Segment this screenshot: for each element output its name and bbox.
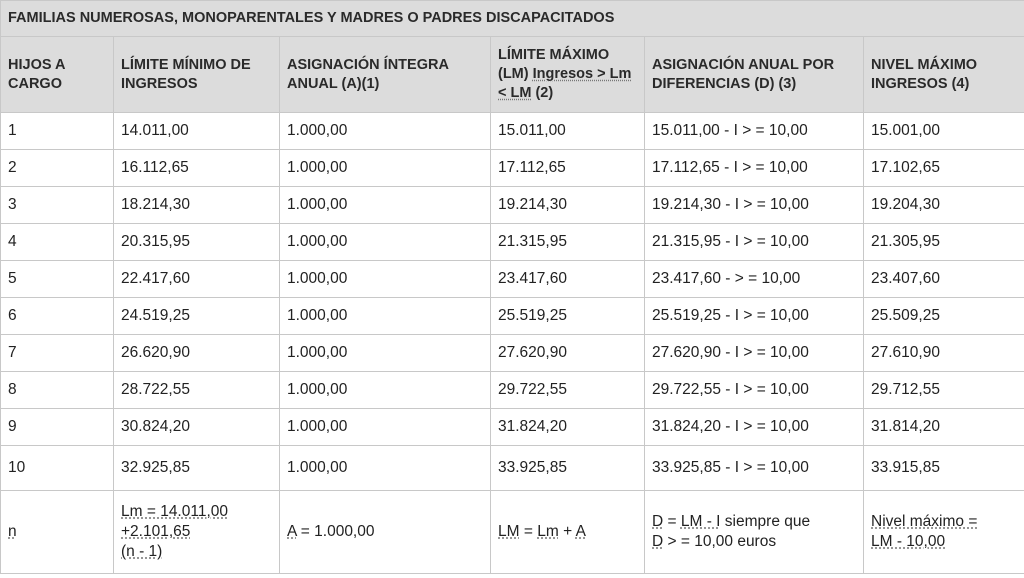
cell-asignacion: 1.000,00: [280, 372, 491, 409]
cell-limite-maximo: 23.417,60: [491, 261, 645, 298]
header-limite-maximo-prefix: LÍMITE MÁXIMO (LM): [498, 47, 610, 82]
table-row: [1, 298, 1024, 335]
cell-hijos: 9: [1, 409, 114, 446]
cell-hijos: 10: [1, 446, 114, 491]
cell-limite-minimo: 30.824,20: [114, 409, 280, 446]
cell-diferencias: 15.011,00 - I > = 10,00: [645, 113, 864, 150]
cell-asignacion: 1.000,00: [280, 187, 491, 224]
cell-nivel-maximo-formula: [864, 491, 1024, 574]
cell-limite-minimo: 22.417,60: [114, 261, 280, 298]
cell-asignacion: 1.000,00: [280, 261, 491, 298]
cell-hijos: 3: [1, 187, 114, 224]
cell-hijos: 7: [1, 335, 114, 372]
cell-limite-minimo: 16.112,65: [114, 150, 280, 187]
cell-diferencias: 29.722,55 - I > = 10,00: [645, 372, 864, 409]
cell-nivel-maximo: 31.814,20: [864, 409, 1024, 446]
cell-diferencias: 33.925,85 - I > = 10,00: [645, 446, 864, 491]
cell-nivel-maximo: 25.509,25: [864, 298, 1024, 335]
formula-d-eq: =: [663, 513, 681, 530]
cell-asignacion: 1.000,00: [280, 298, 491, 335]
formula-lm-line1[interactable]: Lm = 14.011,00: [121, 503, 229, 520]
table-row: [1, 372, 1024, 409]
cell-hijos-n: [1, 491, 114, 574]
header-asignacion-integra: ASIGNACIÓN ÍNTEGRA ANUAL (A)(1): [280, 37, 491, 113]
table-title-row: [1, 1, 1024, 37]
table-title: FAMILIAS NUMEROSAS, MONOPARENTALES Y MADRES O PADRES DISCAPACITADOS: [1, 1, 1024, 37]
cell-diferencias: 23.417,60 - > = 10,00: [645, 261, 864, 298]
cell-limite-maximo: 17.112,65: [491, 150, 645, 187]
cell-limite-minimo: 28.722,55: [114, 372, 280, 409]
cell-diferencias: 17.112,65 - I > = 10,00: [645, 150, 864, 187]
formula-d-condition: > = 10,00 euros: [663, 533, 777, 550]
cell-nivel-maximo: 17.102,65: [864, 150, 1024, 187]
header-hijos-a-cargo: HIJOS A CARGO: [1, 37, 114, 113]
header-limite-maximo: [491, 37, 645, 113]
header-asignacion-diferencias: ASIGNACIÓN ANUAL POR DIFERENCIAS (D) (3): [645, 37, 864, 113]
table-row: [1, 113, 1024, 150]
term-lm-min[interactable]: Lm: [537, 523, 559, 540]
formula-eq: =: [519, 523, 538, 540]
cell-limite-maximo: 25.519,25: [491, 298, 645, 335]
cell-limite-maximo: 21.315,95: [491, 224, 645, 261]
table-row: [1, 409, 1024, 446]
cell-limite-maximo-formula: [491, 491, 645, 574]
cell-asignacion: 1.000,00: [280, 409, 491, 446]
cell-diferencias: 31.824,20 - I > = 10,00: [645, 409, 864, 446]
cell-asignacion: 1.000,00: [280, 113, 491, 150]
cell-diferencias-formula: [645, 491, 864, 574]
cell-diferencias: 25.519,25 - I > = 10,00: [645, 298, 864, 335]
header-limite-maximo-link[interactable]: Ingresos > Lm < LM: [498, 66, 632, 101]
cell-limite-minimo: 32.925,85: [114, 446, 280, 491]
term-lm[interactable]: LM: [498, 523, 520, 540]
formula-lm-line3[interactable]: (n - 1): [121, 543, 163, 560]
cell-nivel-maximo: 15.001,00: [864, 113, 1024, 150]
table-row: [1, 335, 1024, 372]
table-row: [1, 150, 1024, 187]
cell-nivel-maximo: 27.610,90: [864, 335, 1024, 372]
term-a[interactable]: A: [287, 523, 297, 540]
cell-diferencias: 19.214,30 - I > = 10,00: [645, 187, 864, 224]
cell-asignacion: 1.000,00: [280, 446, 491, 491]
term-n[interactable]: n: [8, 523, 17, 540]
cell-limite-minimo: 26.620,90: [114, 335, 280, 372]
cell-nivel-maximo: 21.305,95: [864, 224, 1024, 261]
cell-limite-minimo: 14.011,00: [114, 113, 280, 150]
cell-hijos: 4: [1, 224, 114, 261]
cell-limite-minimo: 20.315,95: [114, 224, 280, 261]
cell-limite-maximo: 33.925,85: [491, 446, 645, 491]
table-body: [1, 113, 1024, 574]
cell-limite-minimo: 18.214,30: [114, 187, 280, 224]
cell-limite-maximo: 29.722,55: [491, 372, 645, 409]
cell-limite-maximo: 27.620,90: [491, 335, 645, 372]
formula-nivel-line2[interactable]: LM - 10,00: [871, 533, 946, 550]
formula-nivel-line1[interactable]: Nivel máximo =: [871, 513, 978, 530]
cell-limite-minimo-formula: [114, 491, 280, 574]
header-limite-maximo-suffix: (2): [531, 85, 554, 101]
cell-hijos: 5: [1, 261, 114, 298]
cell-diferencias: 21.315,95 - I > = 10,00: [645, 224, 864, 261]
formula-plus: +: [558, 523, 576, 540]
table-row: [1, 224, 1024, 261]
term-a[interactable]: A: [575, 523, 586, 540]
cell-nivel-maximo: 29.712,55: [864, 372, 1024, 409]
table-row: [1, 261, 1024, 298]
cell-limite-maximo: 31.824,20: [491, 409, 645, 446]
cell-nivel-maximo: 23.407,60: [864, 261, 1024, 298]
cell-nivel-maximo: 33.915,85: [864, 446, 1024, 491]
cell-asignacion: 1.000,00: [280, 335, 491, 372]
cell-limite-maximo: 19.214,30: [491, 187, 645, 224]
formula-a-rest: = 1.000,00: [296, 523, 375, 540]
cell-asignacion-formula: [280, 491, 491, 574]
cell-diferencias: 27.620,90 - I > = 10,00: [645, 335, 864, 372]
header-nivel-maximo: NIVEL MÁXIMO INGRESOS (4): [864, 37, 1024, 113]
cell-asignacion: 1.000,00: [280, 224, 491, 261]
table-row-formula: [1, 491, 1024, 574]
formula-lm-line2[interactable]: +2.101,65: [121, 523, 191, 540]
cell-hijos: 1: [1, 113, 114, 150]
table-row: [1, 446, 1024, 491]
cell-hijos: 2: [1, 150, 114, 187]
cell-nivel-maximo: 19.204,30: [864, 187, 1024, 224]
table-row: [1, 187, 1024, 224]
formula-lm-minus-i[interactable]: LM - I: [680, 513, 721, 530]
cell-limite-minimo: 24.519,25: [114, 298, 280, 335]
cell-asignacion: 1.000,00: [280, 150, 491, 187]
term-d[interactable]: D: [652, 513, 664, 530]
cell-limite-maximo: 15.011,00: [491, 113, 645, 150]
cell-hijos: 8: [1, 372, 114, 409]
cell-hijos: 6: [1, 298, 114, 335]
term-d[interactable]: D: [652, 533, 664, 550]
header-limite-minimo: LÍMITE MÍNIMO DE INGRESOS: [114, 37, 280, 113]
formula-d-rest: siempre que: [720, 513, 811, 530]
table-header-row: [1, 37, 1024, 113]
